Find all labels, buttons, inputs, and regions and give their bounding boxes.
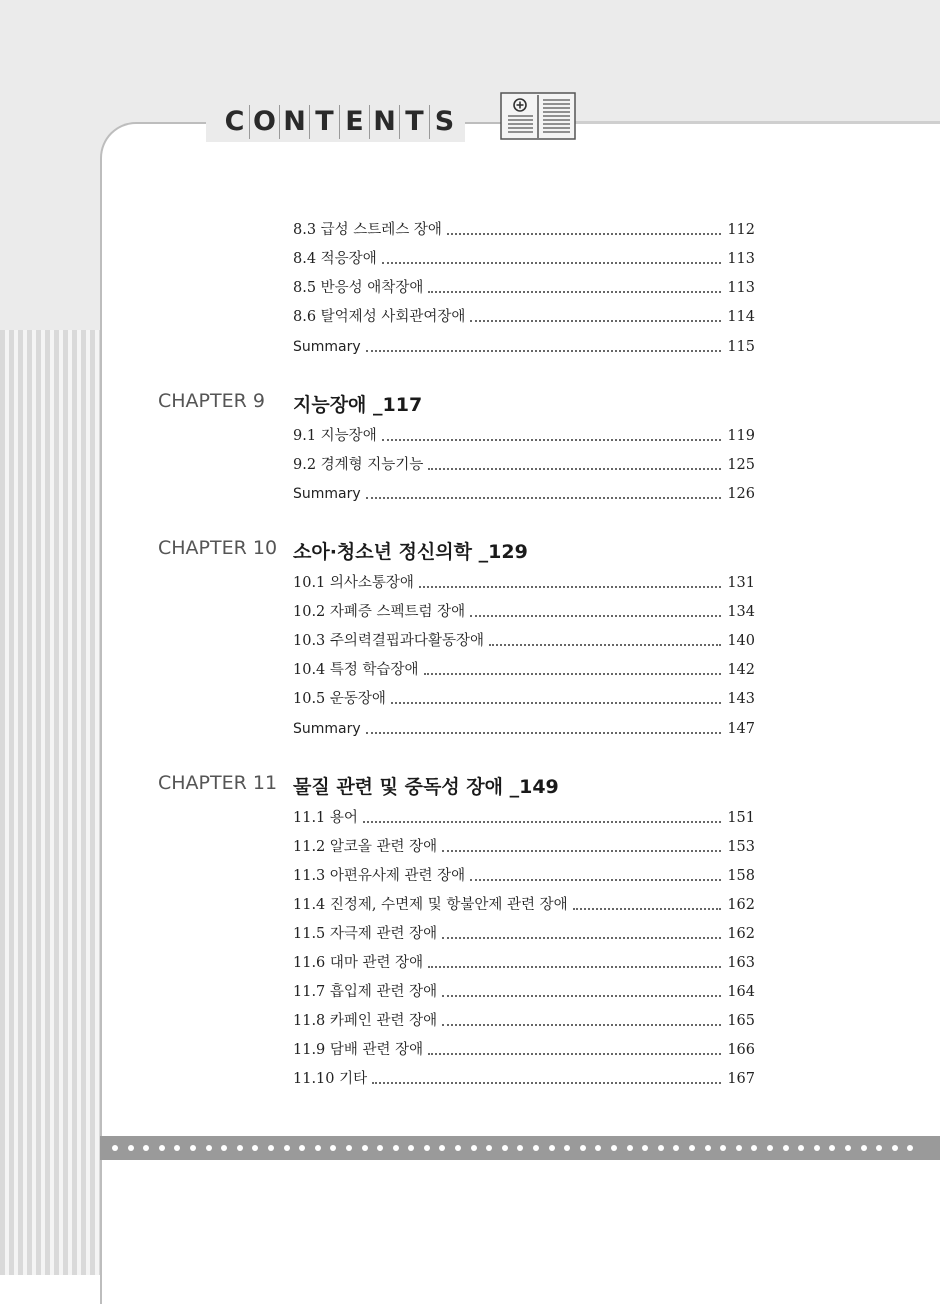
entry-title: 8.6 탈억제성 사회관여장애 [293, 309, 466, 325]
toc-entry[interactable] [293, 920, 755, 944]
footer-dot [658, 1145, 664, 1151]
entry-page-number: 151 [727, 810, 755, 826]
heading-letter: O [250, 105, 280, 139]
footer-dot [439, 1145, 445, 1151]
footer-dot [128, 1145, 134, 1151]
footer-dot [502, 1145, 508, 1151]
heading-letter: T [310, 105, 340, 139]
entry-page-number: 162 [727, 897, 755, 913]
footer-dot [549, 1145, 555, 1151]
footer-dot [767, 1145, 773, 1151]
entry-title: 8.3 급성 스트레스 장애 [293, 222, 442, 238]
toc-entry[interactable] [293, 656, 755, 680]
footer-dot [455, 1145, 461, 1151]
dot-leader [470, 615, 721, 617]
entry-page-number: 166 [727, 1042, 755, 1058]
footer-dot [486, 1145, 492, 1151]
footer-dot [736, 1145, 742, 1151]
footer-dot [829, 1145, 835, 1151]
footer-dot [907, 1145, 913, 1151]
footer-dot [627, 1145, 633, 1151]
entry-title: 9.2 경계형 지능기능 [293, 457, 424, 473]
toc-entry[interactable] [293, 862, 755, 886]
footer-dot [611, 1145, 617, 1151]
footer-dot [393, 1145, 399, 1151]
footer-dot [595, 1145, 601, 1151]
footer-dot [673, 1145, 679, 1151]
chapter-label: CHAPTER 11 [158, 772, 278, 794]
toc-entry[interactable] [293, 627, 755, 651]
chapter-label: CHAPTER 9 [158, 390, 265, 412]
chapter-title[interactable]: 소아·청소년 정신의학 _129 [293, 541, 528, 563]
entry-page-number: 115 [727, 339, 755, 355]
dot-leader [447, 233, 721, 235]
entry-page-number: 165 [727, 1013, 755, 1029]
dot-leader [382, 439, 722, 441]
toc-entry[interactable] [293, 949, 755, 973]
dot-leader [428, 291, 721, 293]
entry-title: Summary [293, 486, 361, 502]
entry-title: 10.4 특정 학습장애 [293, 662, 419, 678]
toc-entry[interactable] [293, 422, 755, 446]
toc-entry[interactable] [293, 245, 755, 269]
side-stripes-decoration [0, 330, 102, 1275]
entry-title: 11.1 용어 [293, 810, 358, 826]
footer-dot [221, 1145, 227, 1151]
entry-title: 11.10 기타 [293, 1071, 368, 1087]
footer-dot [346, 1145, 352, 1151]
footer-dot [424, 1145, 430, 1151]
entry-page-number: 163 [727, 955, 755, 971]
footer-dot [814, 1145, 820, 1151]
footer-dot [112, 1145, 118, 1151]
heading-letter: N [370, 105, 400, 139]
entry-title: 9.1 지능장애 [293, 428, 377, 444]
entry-title: 10.2 자폐증 스펙트럼 장애 [293, 604, 466, 620]
dot-leader [573, 908, 722, 910]
entry-title: 11.6 대마 관련 장애 [293, 955, 424, 971]
dot-leader [470, 320, 721, 322]
footer-dot [876, 1145, 882, 1151]
footer-dot [689, 1145, 695, 1151]
toc-entry[interactable] [293, 891, 755, 915]
toc-entry[interactable] [293, 685, 755, 709]
entry-page-number: 162 [727, 926, 755, 942]
entry-title: 10.1 의사소통장애 [293, 575, 414, 591]
footer-dot [362, 1145, 368, 1151]
footer-dot [206, 1145, 212, 1151]
chapter-title[interactable]: 물질 관련 및 중독성 장애 _149 [293, 776, 559, 798]
toc-entry[interactable] [293, 303, 755, 327]
entry-page-number: 112 [727, 222, 755, 238]
entry-title: Summary [293, 721, 361, 737]
entry-page-number: 158 [727, 868, 755, 884]
chapter-title[interactable]: 지능장애 _117 [293, 394, 423, 416]
dot-leader [424, 673, 722, 675]
entry-page-number: 119 [727, 428, 755, 444]
contents-heading [206, 102, 465, 142]
footer-dot [268, 1145, 274, 1151]
dot-leader [442, 937, 721, 939]
entry-title: 11.2 알코올 관련 장애 [293, 839, 438, 855]
footer-dot [237, 1145, 243, 1151]
heading-letter: C [220, 105, 250, 139]
dot-leader [382, 262, 722, 264]
dot-leader [391, 702, 721, 704]
dot-leader [419, 586, 721, 588]
toc-summary-entry[interactable] [293, 333, 755, 357]
dot-leader [363, 821, 721, 823]
entry-page-number: 164 [727, 984, 755, 1000]
dot-leader [366, 350, 722, 352]
footer-dot [642, 1145, 648, 1151]
open-book-icon [500, 92, 576, 140]
entry-page-number: 142 [727, 662, 755, 678]
entry-title: Summary [293, 339, 361, 355]
toc-entry[interactable] [293, 978, 755, 1002]
footer-dot [845, 1145, 851, 1151]
heading-letter: E [340, 105, 370, 139]
entry-page-number: 140 [727, 633, 755, 649]
dot-leader [366, 497, 722, 499]
dot-leader [366, 732, 722, 734]
toc-entry[interactable] [293, 1065, 755, 1089]
entry-title: 11.5 자극제 관련 장애 [293, 926, 438, 942]
entry-title: 8.5 반응성 애착장애 [293, 280, 424, 296]
entry-title: 11.4 진정제, 수면제 및 항불안제 관련 장애 [293, 897, 568, 913]
entry-title: 11.8 카페인 관련 장애 [293, 1013, 438, 1029]
dot-leader [428, 468, 721, 470]
footer-dot [174, 1145, 180, 1151]
footer-dot [143, 1145, 149, 1151]
dot-leader [428, 1053, 721, 1055]
footer-dot [190, 1145, 196, 1151]
footer-dot [798, 1145, 804, 1151]
toc-entry[interactable] [293, 804, 755, 828]
entry-page-number: 134 [727, 604, 755, 620]
footer-dot [159, 1145, 165, 1151]
entry-page-number: 147 [727, 721, 755, 737]
toc-summary-entry[interactable] [293, 715, 755, 739]
toc-entry[interactable] [293, 569, 755, 593]
footer-dot [705, 1145, 711, 1151]
footer-dot [252, 1145, 258, 1151]
entry-page-number: 114 [727, 309, 755, 325]
dot-leader [372, 1082, 721, 1084]
footer-dot [330, 1145, 336, 1151]
chapter-label: CHAPTER 10 [158, 537, 278, 559]
footer-dot [284, 1145, 290, 1151]
footer-dotted-bar [100, 1136, 940, 1160]
contents-panel [100, 122, 940, 1304]
dot-leader [442, 850, 721, 852]
footer-dot [580, 1145, 586, 1151]
footer-dot [517, 1145, 523, 1151]
toc-entry[interactable] [293, 833, 755, 857]
entry-title: 11.9 담배 관련 장애 [293, 1042, 424, 1058]
dot-leader [428, 966, 721, 968]
heading-letter: S [434, 106, 455, 137]
footer-dot [315, 1145, 321, 1151]
footer-dot [377, 1145, 383, 1151]
dot-leader [470, 879, 721, 881]
footer-dot [861, 1145, 867, 1151]
footer-dot [471, 1145, 477, 1151]
entry-title: 10.5 운동장애 [293, 691, 386, 707]
heading-letter: T [400, 105, 430, 139]
entry-page-number: 131 [727, 575, 755, 591]
footer-dot [720, 1145, 726, 1151]
entry-title: 11.3 아편유사제 관련 장애 [293, 868, 466, 884]
dot-leader [442, 995, 721, 997]
entry-page-number: 113 [727, 280, 755, 296]
toc-entry[interactable] [293, 1036, 755, 1060]
toc-entry[interactable] [293, 1007, 755, 1031]
footer-dot [408, 1145, 414, 1151]
entry-title: 10.3 주의력결핍과다활동장애 [293, 633, 484, 649]
entry-page-number: 167 [727, 1071, 755, 1087]
entry-page-number: 143 [727, 691, 755, 707]
footer-dot [564, 1145, 570, 1151]
entry-page-number: 125 [727, 457, 755, 473]
entry-page-number: 153 [727, 839, 755, 855]
footer-dot [299, 1145, 305, 1151]
footer-dot [533, 1145, 539, 1151]
footer-dot [751, 1145, 757, 1151]
header-rule [570, 121, 940, 124]
footer-dot [892, 1145, 898, 1151]
toc-entry[interactable] [293, 216, 755, 240]
entry-page-number: 126 [727, 486, 755, 502]
dot-leader [489, 644, 721, 646]
entry-title: 11.7 흡입제 관련 장애 [293, 984, 438, 1000]
dot-leader [442, 1024, 721, 1026]
entry-title: 8.4 적응장애 [293, 251, 377, 267]
heading-letter: N [280, 105, 310, 139]
toc-entry[interactable] [293, 598, 755, 622]
toc-entry[interactable] [293, 274, 755, 298]
entry-page-number: 113 [727, 251, 755, 267]
toc-entry[interactable] [293, 451, 755, 475]
toc-summary-entry[interactable] [293, 480, 755, 504]
footer-dot [783, 1145, 789, 1151]
